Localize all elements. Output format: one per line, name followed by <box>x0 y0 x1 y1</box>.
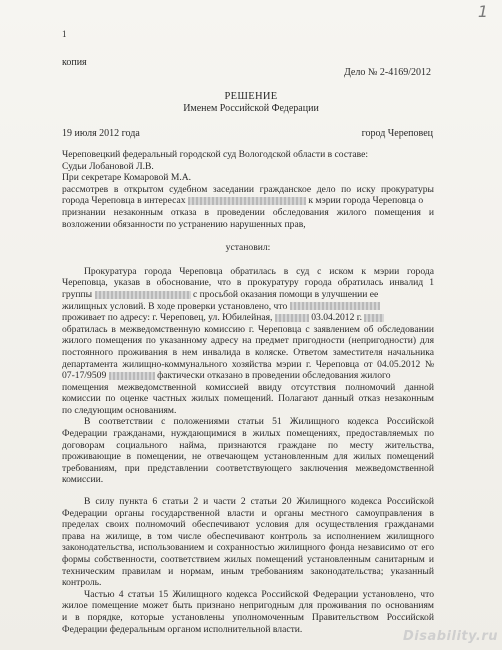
copy-mark: копия <box>62 57 87 68</box>
paragraph-line: комиссии. <box>62 474 104 486</box>
paragraph-line: В соответствии с положениями статьи 51 Жилищного кодекса Российской <box>84 416 434 428</box>
paragraph-line <box>62 289 434 301</box>
paragraph-line: комиссии по оценке частных жилых помещений. Полагают данный отказ незаконным <box>62 393 434 405</box>
watermark: Disability.ru <box>402 629 498 644</box>
paragraph-line <box>62 195 434 207</box>
case-number: Дело № 2-4169/2012 <box>343 67 431 78</box>
paragraph-line: постоянного проживания в нем инвалида в коляске. Ответом заместителя начальника <box>62 346 434 358</box>
paragraph-line: Частью 4 статьи 15 Жилищного кодекса Российской Федерации установлено, что <box>84 588 434 600</box>
paragraph-line: законодательства, использованием и сохранностью жилищного фонда независимо от его <box>62 542 434 554</box>
decision-date: 19 июля 2012 года <box>62 128 140 139</box>
redaction-mark <box>109 372 155 380</box>
paragraph-line: жилое помещение может быть признано непригодным для проживания по основаниям <box>62 600 434 612</box>
text-fragment: с просьбой оказания помощи в улучшении ее <box>192 288 379 300</box>
text-fragment: жилищных условий. В ходе проверки установлено, что <box>62 300 288 312</box>
redaction-mark <box>188 197 306 205</box>
paragraph-line: Федерации органы государственной власти и органы местного самоуправления в <box>62 507 434 519</box>
paragraph-line <box>62 301 434 313</box>
paragraph-line: контроль. <box>62 577 102 589</box>
paragraph-line: требованиям, при представлении соответствующего заключения межведомственной <box>62 462 434 474</box>
paragraph-line: Прокуратура города Череповца обратилась в суд с иском к мэрии города <box>84 265 434 277</box>
paragraph-line: и в порядке, которые установлены уполномоченным Правительством Российской <box>62 611 434 623</box>
text-fragment: фактически отказано в проведении обследования жилого <box>157 370 391 382</box>
text-fragment: проживает по адресу: г. Череповец, ул. Юбилейная, <box>62 312 273 324</box>
section-heading: установил: <box>225 242 271 254</box>
paragraph-line: по следующим основаниям. <box>62 404 177 416</box>
paragraph-line: жилого помещения по указанному адресу на предмет пригодности (непригодности) для <box>62 335 434 347</box>
text-fragment: 07-17/9509 <box>62 370 107 382</box>
paragraph-line: договорам социального найма, признаются граждане по месту жительства, <box>62 439 434 451</box>
court-line: Череповецкий федеральный городской суд Вологодской области в составе: <box>62 149 369 160</box>
paragraph-line: департамента жилищно-коммунального хозяйства мэрии г. Череповца от 04.05.2012 № <box>62 358 434 370</box>
paragraph-line: рассмотрев в открытом судебном заседании гражданское дело по иску прокуратуры <box>62 183 434 195</box>
paragraph-line: права на жилище, в том числе обеспечивают контроль за исполнением жилищного <box>62 530 434 542</box>
paragraph-line: помещения межведомственной комиссией ввиду отсутствия полномочий данной <box>62 381 434 393</box>
text-fragment: города Череповца в интересах <box>62 195 186 207</box>
paragraph-line: признании незаконным отказа в проведении обследования жилого помещения и <box>62 206 434 218</box>
text-fragment: 03.04.2012 г. <box>311 312 363 324</box>
handwritten-page-mark: 1 <box>477 2 488 21</box>
document-subtitle: Именем Российской Федерации <box>183 103 319 114</box>
redaction-mark <box>275 314 309 322</box>
paragraph-line <box>62 312 434 324</box>
paragraph-line: возложении обязанности по устранению нарушенных прав, <box>62 218 306 230</box>
paragraph-line: техническим правилам и нормам, иным требованиям законодательства; указанный <box>62 565 434 577</box>
paragraph-line: пределах своих полномочий обеспечивают условия для осуществления гражданами <box>62 519 434 531</box>
decision-city: город Череповец <box>361 128 433 139</box>
paragraph-line: формы собственности, соответствием жилых помещений установленным санитарным и <box>62 554 434 565</box>
redaction-mark <box>290 302 380 310</box>
document-title: РЕШЕНИЕ <box>224 91 278 102</box>
page-number: 1 <box>62 29 67 39</box>
paragraph-line: Федерации гражданами, нуждающимися в жилых помещениях, предоставляемых по <box>62 428 434 440</box>
secretary-line: При секретаре Комаровой М.А. <box>62 172 192 184</box>
text-fragment: к мэрии города Череповца о <box>308 195 424 207</box>
paragraph-line: Федерации федеральным органом исполнительной власти. <box>62 623 303 635</box>
paragraph-line <box>62 370 434 382</box>
paragraph-line: проживающие в помещении, не отвечающем установленным для жилых помещений <box>62 451 434 463</box>
document-body <box>62 149 434 635</box>
paragraph-line: Череповца, указав в обоснование, что в прокуратуру города обратилась инвалид 1 <box>62 277 434 289</box>
redaction-mark <box>364 314 384 322</box>
text-fragment: группы <box>62 288 93 300</box>
paragraph-line: В силу пункта 6 статьи 2 и части 2 статьи 20 Жилищного кодекса Российской <box>84 496 434 508</box>
redaction-mark <box>95 291 191 299</box>
judge-line: Судьи Лобановой Л.В. <box>62 160 154 172</box>
paragraph-line: обратилась в межведомственную комиссию г. Череповца с заявлением об обследовании <box>62 323 434 335</box>
